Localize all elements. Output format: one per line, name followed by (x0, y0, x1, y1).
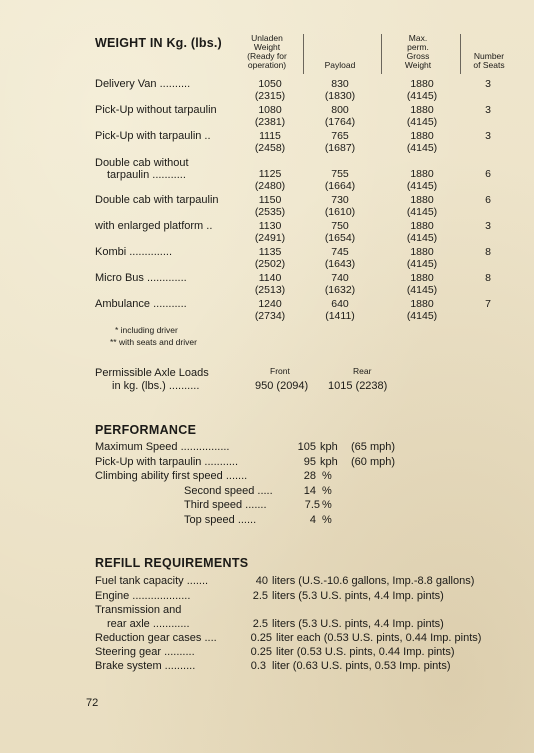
col-header-payload: Payload (324, 60, 356, 70)
gross-kg: 1880 (410, 168, 434, 180)
row-label (95, 246, 172, 258)
payload-cell (310, 194, 370, 218)
row-label-continued (107, 169, 186, 181)
performance-label: Maximum Speed ................ (95, 441, 230, 453)
col-header-seats-line: of Seats (473, 60, 505, 70)
row-label-text: with enlarged platform (95, 220, 204, 232)
payload-lbs: (1687) (324, 142, 356, 154)
unladen-cell (240, 104, 300, 128)
weight-heading: WEIGHT IN Kg. (lbs.) (95, 36, 222, 50)
axle-loads-unit-label: in kg. (lbs.) .......... (112, 380, 200, 392)
row-label-text: Pick-Up without tarpaulin (95, 104, 217, 116)
col-header-gross-line: Gross (406, 51, 430, 61)
seats-cell: 3 (485, 130, 491, 142)
axle-rear-header: Rear (353, 366, 372, 376)
payload-lbs: (1830) (324, 90, 356, 102)
unladen-kg: 1240 (258, 298, 282, 310)
refill-label: Steering gear .......... (95, 646, 195, 658)
row-label-dots: .......... (156, 78, 191, 90)
refill-label: Engine ................... (95, 590, 191, 602)
unladen-lbs: (2381) (254, 116, 286, 128)
gross-cell (392, 78, 452, 102)
unladen-kg: 1130 (258, 220, 282, 232)
refill-heading: REFILL REQUIREMENTS (95, 556, 249, 570)
payload-kg: 800 (331, 104, 349, 116)
performance-unit: % (322, 485, 332, 497)
gross-kg: 1880 (410, 272, 434, 284)
payload-lbs: (1411) (325, 310, 355, 322)
performance-unit: kph (320, 441, 338, 453)
refill-text: liters (5.3 U.S. pints, 4.4 Imp. pints) (272, 618, 444, 630)
performance-label: Climbing ability first speed ....... (95, 470, 248, 482)
col-header-unladen-line: (Ready for (247, 51, 287, 61)
gross-lbs: (4145) (406, 142, 438, 154)
gross-cell (392, 220, 452, 244)
gross-kg: 1880 (410, 194, 434, 206)
refill-text: liter each (0.53 U.S. pints, 0.44 Imp. pints) (276, 632, 482, 644)
row-label-dots: .............. (126, 246, 173, 258)
gross-lbs: (4145) (406, 258, 438, 270)
refill-label: Reduction gear cases .... (95, 632, 217, 644)
gross-kg: 1880 (410, 104, 434, 116)
unladen-cell (240, 168, 300, 192)
row-label-text: Double cab with tarpaulin (95, 194, 219, 206)
payload-cell (310, 78, 370, 102)
refill-text: liter (0.53 U.S. pints, 0.44 Imp. pints) (276, 646, 455, 658)
unladen-lbs: (2535) (254, 206, 286, 218)
gross-kg: 1880 (410, 220, 434, 232)
performance-label: Pick-Up with tarpaulin ........... (95, 456, 239, 468)
refill-text: liter (0.63 U.S. pints, 0.53 Imp. pints) (272, 660, 451, 672)
payload-cell (310, 220, 370, 244)
refill-text: liters (5.3 U.S. pints, 4.4 Imp. pints) (272, 590, 444, 602)
unladen-cell (240, 130, 300, 154)
col-header-unladen (236, 34, 298, 70)
column-divider (460, 34, 461, 74)
unladen-lbs: (2315) (254, 90, 286, 102)
payload-lbs: (1610) (324, 206, 356, 218)
col-header-gross (385, 34, 451, 70)
refill-label: rear axle ............ (107, 618, 190, 630)
performance-heading: PERFORMANCE (95, 423, 197, 437)
payload-cell (310, 130, 370, 154)
gross-lbs: (4145) (406, 284, 438, 296)
payload-kg: 730 (331, 194, 349, 206)
refill-value: 0.3 (250, 660, 266, 672)
row-label-text: Delivery Van (95, 78, 157, 90)
unladen-cell (240, 298, 300, 322)
performance-value: 95 (303, 456, 316, 468)
performance-unit: % (322, 514, 332, 526)
unladen-lbs: (2480) (254, 180, 286, 192)
row-label (95, 78, 190, 90)
refill-value: 2.5 (252, 618, 268, 630)
payload-kg: 755 (331, 168, 349, 180)
seats-cell: 3 (485, 104, 491, 116)
gross-kg: 1880 (410, 246, 434, 258)
seats-cell: 3 (485, 220, 491, 232)
footnote-driver: * including driver (115, 325, 178, 335)
col-header-unladen-line: Unladen (251, 33, 283, 43)
gross-lbs: (4145) (406, 206, 438, 218)
row-label (95, 104, 217, 116)
refill-label: Transmission and (95, 604, 182, 616)
performance-label: Second speed ..... (184, 485, 273, 497)
row-label (95, 298, 187, 310)
performance-value: 28 (303, 470, 316, 482)
gross-lbs: (4145) (406, 232, 438, 244)
payload-kg: 745 (331, 246, 349, 258)
performance-value: 14 (303, 485, 316, 497)
seats-cell: 7 (485, 298, 491, 310)
seats-cell: 3 (485, 78, 491, 90)
performance-extra: (65 mph) (351, 441, 396, 453)
payload-lbs: (1643) (324, 258, 356, 270)
gross-kg: 1880 (410, 78, 434, 90)
row-label-text: tarpaulin (107, 169, 150, 181)
unladen-cell (240, 246, 300, 270)
performance-label: Top speed ...... (184, 514, 257, 526)
performance-value: 7.5 (304, 499, 320, 511)
gross-lbs: (4145) (406, 180, 438, 192)
payload-kg: 750 (331, 220, 349, 232)
row-label (95, 130, 211, 142)
performance-label: Third speed ....... (184, 499, 267, 511)
col-header-gross-line: Weight (404, 60, 432, 70)
payload-kg: 740 (331, 272, 349, 284)
unladen-lbs: (2513) (254, 284, 286, 296)
payload-lbs: (1664) (324, 180, 356, 192)
unladen-lbs: (2734) (254, 310, 286, 322)
col-header-unladen-line: Weight (253, 42, 281, 52)
refill-label: Fuel tank capacity ....... (95, 575, 209, 587)
page-number: 72 (86, 697, 99, 709)
unladen-lbs: (2458) (254, 142, 286, 154)
payload-cell (310, 246, 370, 270)
performance-value: 4 (309, 514, 316, 526)
unladen-cell (240, 272, 300, 296)
seats-cell: 8 (485, 246, 491, 258)
refill-value: 40 (255, 575, 268, 587)
performance-extra: (60 mph) (351, 456, 396, 468)
col-header-seats (464, 52, 514, 70)
seats-cell: 8 (485, 272, 491, 284)
row-label: Double cab without (95, 157, 189, 169)
refill-label: Brake system .......... (95, 660, 196, 672)
row-label-text: Micro Bus (95, 272, 144, 284)
gross-cell (392, 194, 452, 218)
payload-kg: 765 (331, 130, 349, 142)
payload-cell (310, 168, 370, 192)
performance-value: 105 (297, 441, 316, 453)
unladen-kg: 1135 (258, 246, 282, 258)
refill-text: liters (U.S.-10.6 gallons, Imp.-8.8 gallons) (272, 575, 475, 587)
performance-unit: % (322, 470, 332, 482)
refill-value: 2.5 (252, 590, 268, 602)
seats-cell: 6 (485, 168, 491, 180)
axle-loads-label: Permissible Axle Loads (95, 367, 209, 379)
footnote-seats-driver: ** with seats and driver (110, 337, 197, 347)
payload-kg: 640 (331, 298, 349, 310)
row-label-dots: .. (201, 130, 211, 142)
unladen-kg: 1125 (258, 168, 282, 180)
gross-cell (392, 104, 452, 128)
col-header-gross-line: perm. (407, 42, 429, 52)
performance-unit: kph (320, 456, 338, 468)
payload-lbs: (1632) (324, 284, 356, 296)
gross-cell (392, 246, 452, 270)
axle-front-header: Front (270, 366, 290, 376)
unladen-cell (240, 78, 300, 102)
unladen-cell (240, 194, 300, 218)
row-label-dots: .. (203, 220, 213, 232)
gross-lbs: (4145) (406, 90, 438, 102)
unladen-cell (240, 220, 300, 244)
refill-value: 0.25 (250, 632, 272, 644)
row-label-dots: ........... (150, 298, 187, 310)
gross-lbs: (4145) (406, 116, 438, 128)
unladen-lbs: (2502) (254, 258, 286, 270)
row-label-dots: ........... (149, 169, 186, 181)
gross-cell (392, 130, 452, 154)
gross-cell (392, 298, 452, 322)
row-label (95, 272, 187, 284)
payload-cell (310, 272, 370, 296)
row-label-text: Ambulance (95, 298, 151, 310)
refill-value: 0.25 (250, 646, 272, 658)
gross-cell (392, 168, 452, 192)
unladen-kg: 1140 (258, 272, 282, 284)
payload-kg: 830 (331, 78, 349, 90)
gross-lbs: (4145) (406, 310, 438, 322)
column-divider (381, 34, 382, 74)
column-divider (303, 34, 304, 74)
unladen-kg: 1150 (258, 194, 282, 206)
payload-lbs: (1764) (324, 116, 356, 128)
row-label-text: Kombi (95, 246, 127, 258)
payload-lbs: (1654) (324, 232, 356, 244)
row-label (95, 194, 219, 206)
seats-cell: 6 (485, 194, 491, 206)
unladen-kg: 1115 (259, 130, 281, 142)
gross-cell (392, 272, 452, 296)
gross-kg: 1880 (410, 298, 434, 310)
axle-front-value: 950 (2094) (255, 380, 309, 392)
unladen-kg: 1080 (258, 104, 282, 116)
row-label-text: Pick-Up with tarpaulin (95, 130, 202, 142)
payload-cell (310, 298, 370, 322)
row-label (95, 220, 212, 232)
col-header-seats-line: Number (473, 51, 505, 61)
col-header-gross-line: Max. (408, 33, 428, 43)
performance-unit: % (322, 499, 332, 511)
row-label-dots: ............. (143, 272, 187, 284)
gross-kg: 1880 (410, 130, 434, 142)
col-header-unladen-line: operation) (247, 60, 287, 70)
unladen-kg: 1050 (258, 78, 282, 90)
payload-cell (310, 104, 370, 128)
unladen-lbs: (2491) (254, 232, 286, 244)
axle-rear-value: 1015 (2238) (328, 380, 388, 392)
